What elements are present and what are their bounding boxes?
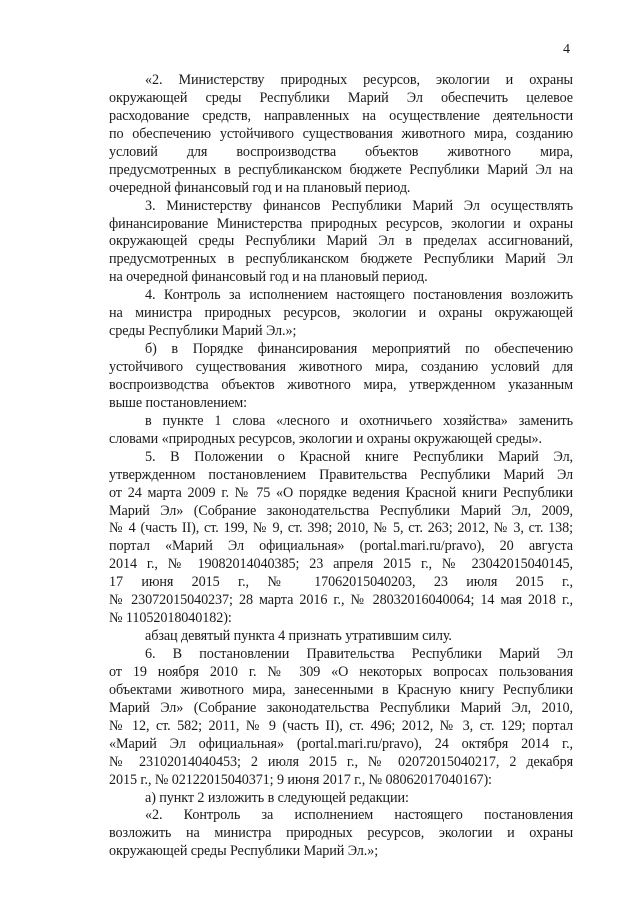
text-line: № 4 (часть II), ст. 199, № 9, ст. 398; 2010, № 5, ст. 263; 2012, № 3, ст. 138; (109, 520, 573, 537)
text-line: 6. В постановлении Правительства Республики Марий Эл (145, 646, 573, 662)
text-line: № 23072015040237; 28 марта 2016 г., № 28032016040064; 14 мая 2018 г., (109, 592, 573, 609)
text-line: 2015 г., № 02122015040371; 9 июня 2017 г., № 08062017040167): (109, 771, 492, 788)
text-line: № 11052018040182): (109, 610, 232, 627)
text-line: предусмотренных в республиканском бюджете Республики Марий Эл на (109, 161, 573, 178)
text-line: утвержденном постановлением Правительства Республики Марий Эл (109, 466, 573, 483)
text-line: словами «природных ресурсов, экологии и охраны окружающей среды». (109, 430, 542, 447)
text-line: от 19 ноября 2010 г. № 309 «О некоторых вопросах пользования (109, 663, 573, 680)
text-line: условий для воспроизводства объектов животного мира, (109, 143, 573, 160)
text-line: окружающей среды Республики Марий Эл в пределах ассигнований, (109, 233, 573, 250)
text-line: «2. Контроль за исполнением настоящего постановления (145, 807, 573, 824)
text-line: от 24 марта 2009 г. № 75 «О порядке ведения Красной книги Республики (109, 484, 573, 501)
text-line: Марий Эл» (Собрание законодательства Республики Марий Эл, 2010, (109, 699, 573, 716)
text-line: устойчивого существования животного мира, созданию условий для (109, 359, 573, 375)
text-line: окружающей среды Республики Марий Эл обеспечить целевое (109, 89, 573, 106)
text-line: по обеспечению устойчивого существования животного мира, созданию (109, 125, 573, 142)
text-line: «2. Министерству природных ресурсов, экологии и охраны (145, 72, 573, 88)
text-line: № 12, ст. 582; 2011, № 9 (часть II), ст. 496; 2012, № 3, ст. 129; портал (109, 717, 573, 734)
text-line: 3. Министерству финансов Республики Марий Эл осуществлять (145, 197, 573, 214)
text-line: «Марий Эл официальная» (portal.mari.ru/pravo), 24 октября 2014 г., (109, 735, 573, 752)
text-line: финансирование Министерства природных ресурсов, экологии и охраны (109, 215, 573, 232)
text-line: воспроизводства объектов животного мира, утвержденном указанным (109, 376, 573, 393)
text-line: 2014 г., № 19082014040385; 23 апреля 2015 г., № 23042015040145, (109, 556, 573, 573)
text-line: объектами животного мира, занесенными в Красную книгу Республики (109, 681, 573, 698)
text-line: Марий Эл» (Собрание законодательства Республики Марий Эл, 2009, (109, 502, 573, 519)
page-number: 4 (563, 42, 570, 57)
text-line: на очередной финансовый год и на плановый период. (109, 269, 428, 286)
text-line: выше постановлением: (109, 394, 247, 411)
text-line: среды Республики Марий Эл.»; (109, 323, 297, 340)
text-line: окружающей среды Республики Марий Эл.»; (109, 843, 379, 860)
text-line: предусмотренных в республиканском бюджете Республики Марий Эл (109, 251, 573, 268)
text-line: расходование средств, направленных на осуществление деятельности (109, 107, 573, 124)
text-line: на министра природных ресурсов, экологии и охраны окружающей (109, 305, 573, 322)
text-line: б) в Порядке финансирования мероприятий по обеспечению (145, 341, 573, 358)
text-line: возложить на министра природных ресурсов, экологии и охраны (109, 825, 573, 842)
text-line: 5. В Положении о Красной книге Республики Марий Эл, (145, 448, 573, 465)
text-line: № 23102014040453; 2 июля 2015 г., № 02072015040217, 2 декабря (109, 753, 573, 770)
text-line: а) пункт 2 изложить в следующей редакции: (145, 789, 409, 806)
text-line: абзац девятый пункта 4 признать утратившим силу. (145, 628, 452, 645)
text-line: 4. Контроль за исполнением настоящего постановления возложить (145, 287, 573, 304)
text-line: в пункте 1 слова «лесного и охотничьего хозяйства» заменить (145, 412, 573, 429)
text-line: очередной финансовый год и на плановый период. (109, 179, 411, 196)
document-body (109, 72, 573, 861)
text-line: 17 июня 2015 г., № 17062015040203, 23 июля 2015 г., (109, 574, 573, 591)
text-line: портал «Марий Эл официальная» (portal.mari.ru/pravo), 20 августа (109, 538, 573, 555)
